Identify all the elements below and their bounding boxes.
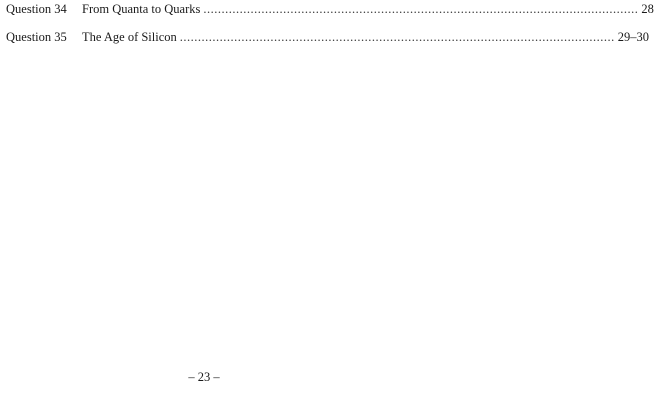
- dot-leader: ........................................................................................................................: [203, 2, 639, 16]
- question-title: The Age of Silicon: [82, 30, 177, 44]
- question-label: Question 35: [6, 30, 67, 44]
- page-number: – 23 –: [188, 370, 220, 384]
- contents-row: [6, 1, 654, 17]
- page-reference: 28: [641, 2, 654, 16]
- question-title: From Quanta to Quarks: [82, 2, 201, 16]
- contents-row: [6, 29, 650, 45]
- page-reference: 29–30: [617, 30, 650, 44]
- question-label: Question 34: [6, 2, 67, 16]
- dot-leader: ........................................................................................................................: [179, 30, 615, 44]
